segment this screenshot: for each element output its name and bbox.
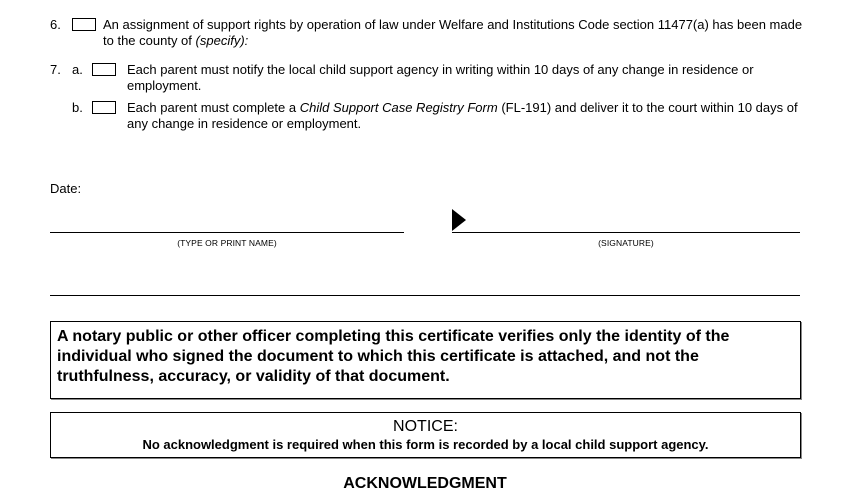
item-6-number: 6. <box>50 17 61 32</box>
name-caption: (TYPE OR PRINT NAME) <box>177 238 277 248</box>
date-label: Date: <box>50 181 82 196</box>
item-7a-letter: a. <box>72 62 83 77</box>
notice-box <box>50 412 801 458</box>
item-7-number: 7. <box>50 62 61 77</box>
signature-arrow-icon <box>452 209 466 231</box>
item-6-statement: An assignment of support rights by operation of law under Welfare and Institutions Code section 11477(a) has been made to the county of <box>103 17 803 48</box>
notice-text: No acknowledgment is required when this form is recorded by a local child support agency. <box>142 437 709 452</box>
section-divider <box>50 295 800 296</box>
item-7b-letter: b. <box>72 100 83 115</box>
notary-notice-box <box>50 321 801 399</box>
item-7b-text-before: Each parent must complete a <box>127 100 297 115</box>
name-line[interactable] <box>50 232 404 233</box>
item-7b-checkbox[interactable] <box>92 101 116 114</box>
item-6-specify-label: (specify): <box>195 33 249 48</box>
item-7a-checkbox[interactable] <box>92 63 116 76</box>
notary-text: A notary public or other officer completing this certificate verifies only the identity of the individual who signed the document to which this certificate is attached, and not the truthfulness, accuracy, or validity of that document. <box>57 328 730 385</box>
item-7a-text: Each parent must notify the local child support agency in writing within 10 days of any change in residence or employment. <box>127 62 754 93</box>
item-7b-form-title: Child Support Case Registry Form <box>299 100 498 115</box>
item-6-text <box>103 17 803 49</box>
signature-line[interactable] <box>452 232 800 233</box>
signature-caption: (SIGNATURE) <box>598 238 654 248</box>
notice-heading: NOTICE: <box>393 418 458 435</box>
acknowledgment-heading: ACKNOWLEDGMENT <box>343 475 507 492</box>
item-7b-text <box>127 100 807 132</box>
item-7b-text-after: (FL-191) and deliver it to the court within 10 days of any change in residence or employment. <box>127 100 798 131</box>
item-6-checkbox[interactable] <box>72 18 96 31</box>
